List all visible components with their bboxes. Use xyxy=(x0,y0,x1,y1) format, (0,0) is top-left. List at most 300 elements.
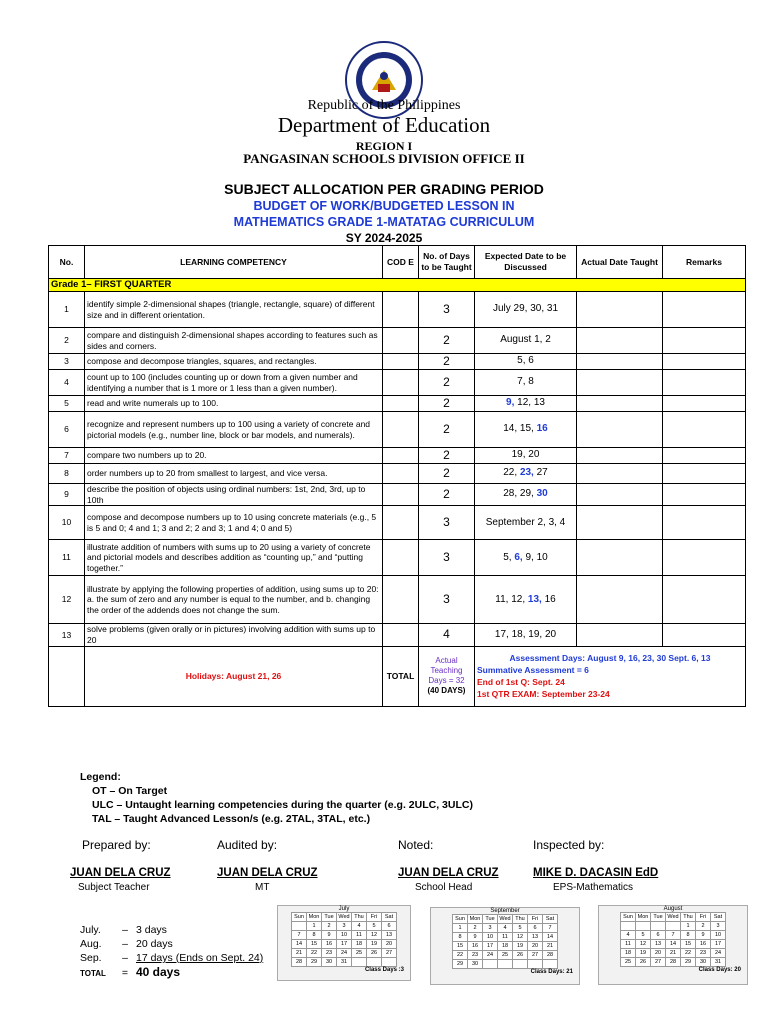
legend-tal: TAL – Taught Advanced Lesson/s (e.g. 2TAL, 3TAL, etc.) xyxy=(92,813,371,825)
table-row xyxy=(49,370,746,396)
table-row xyxy=(49,624,746,646)
row-competency: recognize and represent numbers up to 100 using a variety of concrete and pictorial models (e.g., number line, block or bar models, and numerals). xyxy=(85,412,383,448)
calendar-day xyxy=(636,922,651,931)
date-text: 12, 13 xyxy=(514,397,545,409)
row-competency: describe the position of objects using ordinal numbers: 1st, 2nd, 3rd, up to 10th xyxy=(85,484,383,506)
calendar-day: 12 xyxy=(513,933,528,942)
calendar-day xyxy=(292,922,307,931)
calendar-day: 18 xyxy=(621,949,636,958)
col-code: COD E xyxy=(383,246,419,279)
calendar-day: 15 xyxy=(453,942,468,951)
row-days: 2 xyxy=(419,464,475,484)
row-expected-date xyxy=(475,506,577,540)
row-remarks xyxy=(663,540,746,576)
row-actual-date xyxy=(577,506,663,540)
date-text: 27 xyxy=(533,467,548,479)
calendar-day: 27 xyxy=(528,951,543,960)
assessment-date-highlight: 23, xyxy=(519,467,534,479)
date-text: September 2, 3, 4 xyxy=(485,516,566,528)
date-text: 19, 20 xyxy=(511,449,540,461)
document-subtitle-1: BUDGET OF WORK/BUDGETED LESSON IN xyxy=(253,199,515,213)
forty-days: (40 DAYS) xyxy=(427,686,466,695)
calendar-weekday: Thu xyxy=(352,913,367,922)
calendar-weekday: Tue xyxy=(651,913,666,922)
row-remarks xyxy=(663,354,746,370)
calendar-day: 25 xyxy=(352,949,367,958)
calendar-day xyxy=(621,922,636,931)
calendar-weekday: Sat xyxy=(382,913,397,922)
calendar-weekday: Wed xyxy=(338,914,350,920)
calendar-day: 24 xyxy=(483,951,498,960)
audited-by-role: MT xyxy=(255,882,270,893)
row-actual-date xyxy=(577,540,663,576)
row-actual-date xyxy=(577,328,663,354)
calendar-weekday: Thu xyxy=(513,915,528,924)
calendar-day: 24 xyxy=(337,949,352,958)
row-days: 3 xyxy=(419,576,475,624)
quarter-row xyxy=(49,279,746,292)
calendar-day: 18 xyxy=(352,940,367,949)
row-remarks xyxy=(663,448,746,464)
calendar-day: 11 xyxy=(498,933,513,942)
legend-title: Legend: xyxy=(80,771,121,783)
calendar-weekday: Sun xyxy=(292,913,307,922)
row-number: 9 xyxy=(49,484,85,506)
row-code xyxy=(383,448,419,464)
table-row xyxy=(49,412,746,448)
calendar-weekday: Wed xyxy=(667,914,679,920)
row-actual-date xyxy=(577,448,663,464)
table-header-row xyxy=(49,246,746,279)
calendar-day: 5 xyxy=(367,922,382,931)
calendar-day: 1 xyxy=(453,924,468,933)
row-code xyxy=(383,464,419,484)
row-remarks xyxy=(663,412,746,448)
calendar-day: 4 xyxy=(352,922,367,931)
holidays-text: Holidays: August 21, 26 xyxy=(85,646,383,706)
calendar-day: 27 xyxy=(382,949,397,958)
calendar-weekday: Sat xyxy=(543,915,558,924)
row-code xyxy=(383,354,419,370)
calendar-day: 28 xyxy=(666,958,681,967)
calendar-day: 20 xyxy=(528,942,543,951)
calendar-month-label: July xyxy=(338,906,350,912)
row-days: 2 xyxy=(419,396,475,412)
summary-row xyxy=(49,646,746,706)
table-row xyxy=(49,540,746,576)
row-expected-date xyxy=(475,370,577,396)
row-competency: compose and decompose triangles, squares, and rectangles. xyxy=(85,354,383,370)
assessment-days: Assessment Days: August 9, 16, 23, 30 Sept. 6, 13 xyxy=(509,653,711,663)
row-competency: solve problems (given orally or in pictures) involving addition with sums up to 20 xyxy=(85,624,383,646)
table-row xyxy=(49,328,746,354)
date-text: August 1, 2 xyxy=(500,334,551,346)
row-competency: compare two numbers up to 20. xyxy=(85,448,383,464)
calendar-day: 8 xyxy=(307,931,322,940)
calendar-day: 11 xyxy=(621,940,636,949)
row-code xyxy=(383,396,419,412)
calendar-day: 22 xyxy=(681,949,696,958)
july-label: July. xyxy=(80,924,101,936)
row-competency: count up to 100 (includes counting up or down from a given number and identifying a number that is 1 more or 1 less than a given number). xyxy=(85,370,383,396)
noted-label: Noted: xyxy=(398,838,434,852)
row-code xyxy=(383,576,419,624)
calendar-day: 7 xyxy=(543,924,558,933)
calendar-day: 30 xyxy=(322,958,337,967)
calendar-day: 23 xyxy=(696,949,711,958)
col-expected-date: Expected Date to be Discussed xyxy=(475,246,577,279)
calendar-august xyxy=(598,905,748,985)
calendar-day: 3 xyxy=(337,922,352,931)
row-actual-date xyxy=(577,484,663,506)
calendar-grid xyxy=(452,914,558,969)
total-label: TOTAL xyxy=(383,646,419,706)
calendar-september xyxy=(430,907,580,985)
calendar-day xyxy=(651,922,666,931)
september-label: Sep. xyxy=(80,952,102,964)
row-remarks xyxy=(663,624,746,646)
row-code xyxy=(383,484,419,506)
row-actual-date xyxy=(577,576,663,624)
calendar-day: 23 xyxy=(468,951,483,960)
calendar-july xyxy=(277,905,411,981)
calendar-day: 2 xyxy=(468,924,483,933)
row-days: 2 xyxy=(419,370,475,396)
calendar-day: 10 xyxy=(711,931,726,940)
assessment-date-highlight: 9, xyxy=(506,397,515,409)
calendar-day: 29 xyxy=(453,960,468,969)
calendar-day: 17 xyxy=(711,940,726,949)
calendar-weekday: Mon xyxy=(636,913,651,922)
row-expected-date xyxy=(475,396,577,412)
assessment-date-highlight: 13, xyxy=(527,593,542,605)
calendar-month-label: August xyxy=(663,906,683,912)
inspected-by-role: EPS-Mathematics xyxy=(553,882,634,893)
table-row xyxy=(49,396,746,412)
quarter-label: Grade 1– FIRST QUARTER xyxy=(49,279,746,292)
calendar-day: 22 xyxy=(453,951,468,960)
date-text: 5, 6 xyxy=(517,355,534,367)
calendar-day: 18 xyxy=(498,942,513,951)
calendar-class-days: Class Days: 20 xyxy=(698,967,741,973)
row-expected-date xyxy=(475,624,577,646)
calendar-day: 26 xyxy=(513,951,528,960)
august-days: 20 days xyxy=(136,938,173,950)
calendar-weekday: Sat xyxy=(711,913,726,922)
total-days: 40 days xyxy=(136,965,181,979)
calendar-day: 3 xyxy=(711,922,726,931)
date-text: 7, 8 xyxy=(517,376,534,388)
calendar-day: 21 xyxy=(292,949,307,958)
noted-name: JUAN DELA CRUZ xyxy=(398,867,499,879)
calendar-class-days: Class Days: 21 xyxy=(530,969,573,975)
row-number: 2 xyxy=(49,328,85,354)
calendar-day: 10 xyxy=(337,931,352,940)
row-code xyxy=(383,540,419,576)
end-of-quarter: End of 1st Q: Sept. 24 xyxy=(477,677,565,687)
calendar-grid xyxy=(620,912,726,967)
document-title: SUBJECT ALLOCATION PER GRADING PERIOD xyxy=(224,181,544,197)
row-competency: read and write numerals up to 100. xyxy=(85,396,383,412)
prepared-by-name: JUAN DELA CRUZ xyxy=(70,867,171,879)
calendar-month-label: September xyxy=(490,908,520,914)
date-text: 9, 10 xyxy=(522,551,548,563)
calendar-day: 29 xyxy=(681,958,696,967)
col-no: No. xyxy=(49,246,85,279)
row-actual-date xyxy=(577,396,663,412)
row-days: 2 xyxy=(419,354,475,370)
calendar-day: 12 xyxy=(636,940,651,949)
july-days: 3 days xyxy=(136,924,167,936)
calendar-day: 30 xyxy=(696,958,711,967)
calendar-weekday: Mon xyxy=(307,913,322,922)
september-days: 17 days (Ends on Sept. 24) xyxy=(136,952,264,964)
date-text: 17, 18, 19, 20 xyxy=(494,628,557,640)
row-days: 2 xyxy=(419,448,475,464)
calendar-weekday: Thu xyxy=(681,913,696,922)
row-expected-date xyxy=(475,540,577,576)
calendar-day: 31 xyxy=(337,958,352,967)
calendar-day: 14 xyxy=(666,940,681,949)
calendar-day: 22 xyxy=(307,949,322,958)
calendar-day: 6 xyxy=(528,924,543,933)
table-row xyxy=(49,354,746,370)
row-days: 2 xyxy=(419,328,475,354)
row-days: 2 xyxy=(419,412,475,448)
row-number: 7 xyxy=(49,448,85,464)
row-competency: illustrate addition of numbers with sums up to 20 using a variety of concrete and pictorial models and describes addition as “counting up,” and “putting together.” xyxy=(85,540,383,576)
calendar-day: 13 xyxy=(651,940,666,949)
calendar-day: 14 xyxy=(292,940,307,949)
row-remarks xyxy=(663,292,746,328)
calendar-day: 1 xyxy=(307,922,322,931)
calendar-day: 5 xyxy=(513,924,528,933)
col-remarks: Remarks xyxy=(663,246,746,279)
calendar-day: 26 xyxy=(367,949,382,958)
row-number: 1 xyxy=(49,292,85,328)
document-subtitle-2: MATHEMATICS GRADE 1-MATATAG CURRICULUM xyxy=(233,215,535,229)
row-actual-date xyxy=(577,412,663,448)
total-days-label: TOTAL xyxy=(80,969,106,978)
calendar-day: 26 xyxy=(636,958,651,967)
row-competency: order numbers up to 20 from smallest to largest, and vice versa. xyxy=(85,464,383,484)
row-competency: illustrate by applying the following properties of addition, using sums up to 20: a. the sum of zero and any number is equal to the number, and b. changing the order of the addends does not change the sum. xyxy=(85,576,383,624)
table-row xyxy=(49,292,746,328)
row-expected-date xyxy=(475,354,577,370)
calendar-day xyxy=(513,960,528,969)
row-remarks xyxy=(663,506,746,540)
date-text: 11, 12, xyxy=(495,593,528,605)
calendar-day: 28 xyxy=(292,958,307,967)
calendar-day: 3 xyxy=(483,924,498,933)
row-remarks xyxy=(663,370,746,396)
row-days: 4 xyxy=(419,624,475,646)
calendar-day: 24 xyxy=(711,949,726,958)
legend-ot: OT – On Target xyxy=(92,785,168,797)
inspected-by-label: Inspected by: xyxy=(533,838,605,852)
calendar-day: 9 xyxy=(322,931,337,940)
calendar-day xyxy=(483,960,498,969)
calendar-day: 16 xyxy=(696,940,711,949)
republic-heading: Republic of the Philippines xyxy=(307,98,461,113)
row-remarks xyxy=(663,328,746,354)
assessment-date-highlight: 30 xyxy=(536,488,548,500)
calendar-day xyxy=(498,960,513,969)
assessment-date-highlight: 16 xyxy=(536,423,548,435)
date-text: 5, xyxy=(503,551,515,563)
row-days: 3 xyxy=(419,292,475,328)
calendar-day: 23 xyxy=(322,949,337,958)
table-row xyxy=(49,448,746,464)
calendar-day: 7 xyxy=(292,931,307,940)
calendar-weekday: Tue xyxy=(322,913,337,922)
calendar-day: 17 xyxy=(483,942,498,951)
calendar-day xyxy=(367,958,382,967)
row-expected-date xyxy=(475,576,577,624)
quarter-exam: 1st QTR EXAM: September 23-24 xyxy=(477,689,610,699)
calendar-day: 15 xyxy=(681,940,696,949)
row-number: 12 xyxy=(49,576,85,624)
calendar-day: 8 xyxy=(681,931,696,940)
row-number: 6 xyxy=(49,412,85,448)
row-code xyxy=(383,412,419,448)
calendar-day: 10 xyxy=(483,933,498,942)
calendar-day: 13 xyxy=(382,931,397,940)
row-days: 3 xyxy=(419,540,475,576)
calendar-class-days: Class Days :3 xyxy=(364,967,404,973)
audited-by-name: JUAN DELA CRUZ xyxy=(217,867,318,879)
calendar-day: 16 xyxy=(322,940,337,949)
calendar-day: 21 xyxy=(543,942,558,951)
row-days: 2 xyxy=(419,484,475,506)
calendar-day: 4 xyxy=(621,931,636,940)
row-code xyxy=(383,370,419,396)
row-actual-date xyxy=(577,292,663,328)
calendar-day: 20 xyxy=(382,940,397,949)
calendar-day: 30 xyxy=(468,960,483,969)
calendar-day: 27 xyxy=(651,958,666,967)
calendar-day: 20 xyxy=(651,949,666,958)
calendar-day: 19 xyxy=(513,942,528,951)
calendar-day: 29 xyxy=(307,958,322,967)
audited-by-label: Audited by: xyxy=(217,838,278,852)
row-number: 10 xyxy=(49,506,85,540)
row-code xyxy=(383,292,419,328)
row-actual-date xyxy=(577,370,663,396)
calendar-day xyxy=(352,958,367,967)
calendar-day: 6 xyxy=(651,931,666,940)
legend-ulc: ULC – Untaught learning competencies during the quarter (e.g. 2ULC, 3ULC) xyxy=(92,799,473,811)
noted-role: School Head xyxy=(415,882,473,893)
table-row xyxy=(49,484,746,506)
row-number: 5 xyxy=(49,396,85,412)
school-year: SY 2024-2025 xyxy=(345,231,423,245)
calendar-day: 15 xyxy=(307,940,322,949)
row-number: 4 xyxy=(49,370,85,396)
calendar-day: 9 xyxy=(468,933,483,942)
calendar-day: 16 xyxy=(468,942,483,951)
row-number: 8 xyxy=(49,464,85,484)
row-expected-date xyxy=(475,464,577,484)
actual-teaching-days: Actual Teaching Days = 32 xyxy=(428,656,465,685)
calendar-day: 31 xyxy=(711,958,726,967)
row-expected-date xyxy=(475,328,577,354)
summative-assessment: Summative Assessment = 6 xyxy=(477,665,589,675)
row-competency: identify simple 2-dimensional shapes (triangle, rectangle, square) of different size and in different orientation. xyxy=(85,292,383,328)
calendar-weekday: Sun xyxy=(621,913,636,922)
calendar-day xyxy=(543,960,558,969)
calendar-day: 12 xyxy=(367,931,382,940)
calendar-day: 19 xyxy=(636,949,651,958)
date-text: 28, 29, xyxy=(503,488,537,500)
row-code xyxy=(383,328,419,354)
calendar-weekday: Sun xyxy=(453,915,468,924)
row-remarks xyxy=(663,464,746,484)
calendar-day: 25 xyxy=(498,951,513,960)
calendar-day: 2 xyxy=(322,922,337,931)
region-heading: REGION I xyxy=(355,139,413,153)
table-row xyxy=(49,464,746,484)
row-expected-date xyxy=(475,292,577,328)
row-actual-date xyxy=(577,624,663,646)
inspected-by-name: MIKE D. DACASIN EdD xyxy=(533,867,659,879)
calendar-day: 2 xyxy=(696,922,711,931)
calendar-day: 25 xyxy=(621,958,636,967)
calendar-day: 28 xyxy=(543,951,558,960)
row-remarks xyxy=(663,576,746,624)
row-competency: compare and distinguish 2-dimensional shapes according to features such as sides and corners. xyxy=(85,328,383,354)
row-actual-date xyxy=(577,354,663,370)
calendar-weekday: Fri xyxy=(528,915,543,924)
division-heading: PANGASINAN SCHOOLS DIVISION OFFICE II xyxy=(243,151,525,166)
budget-of-work-table xyxy=(48,245,746,707)
calendar-day xyxy=(666,922,681,931)
row-actual-date xyxy=(577,464,663,484)
calendar-day: 7 xyxy=(666,931,681,940)
calendar-day: 1 xyxy=(681,922,696,931)
legend xyxy=(80,770,473,826)
calendar-day: 11 xyxy=(352,931,367,940)
calendar-weekday: Fri xyxy=(696,913,711,922)
calendar-day: 4 xyxy=(498,924,513,933)
row-remarks xyxy=(663,484,746,506)
prepared-by-role: Subject Teacher xyxy=(78,882,150,893)
calendar-day: 14 xyxy=(543,933,558,942)
row-number: 13 xyxy=(49,624,85,646)
col-actual-date: Actual Date Taught xyxy=(577,246,663,279)
date-text: 16 xyxy=(541,593,556,605)
table-row xyxy=(49,506,746,540)
row-number: 11 xyxy=(49,540,85,576)
date-text: July 29, 30, 31 xyxy=(492,303,559,315)
row-number: 3 xyxy=(49,354,85,370)
prepared-by-label: Prepared by: xyxy=(82,838,151,852)
row-expected-date xyxy=(475,448,577,464)
date-text: 22, xyxy=(503,467,520,479)
calendar-day: 6 xyxy=(382,922,397,931)
row-remarks xyxy=(663,396,746,412)
august-label: Aug. xyxy=(80,938,102,950)
row-competency: compose and decompose numbers up to 10 using concrete materials (e.g., 5 is 5 and 0; 4 and 1; 3 and 2; 2 and 3; 1 and 4; 0 and 5) xyxy=(85,506,383,540)
row-code xyxy=(383,624,419,646)
calendar-weekday: Wed xyxy=(499,916,511,922)
table-row xyxy=(49,576,746,624)
calendar-day xyxy=(528,960,543,969)
calendar-grid xyxy=(291,912,397,967)
calendar-day: 8 xyxy=(453,933,468,942)
days-summary: July. – 3 days Aug. – 20 days Sep. – 17 days (Ends on Sept. 24) TOTAL = 40 days xyxy=(80,924,264,979)
calendar-weekday: Fri xyxy=(367,913,382,922)
